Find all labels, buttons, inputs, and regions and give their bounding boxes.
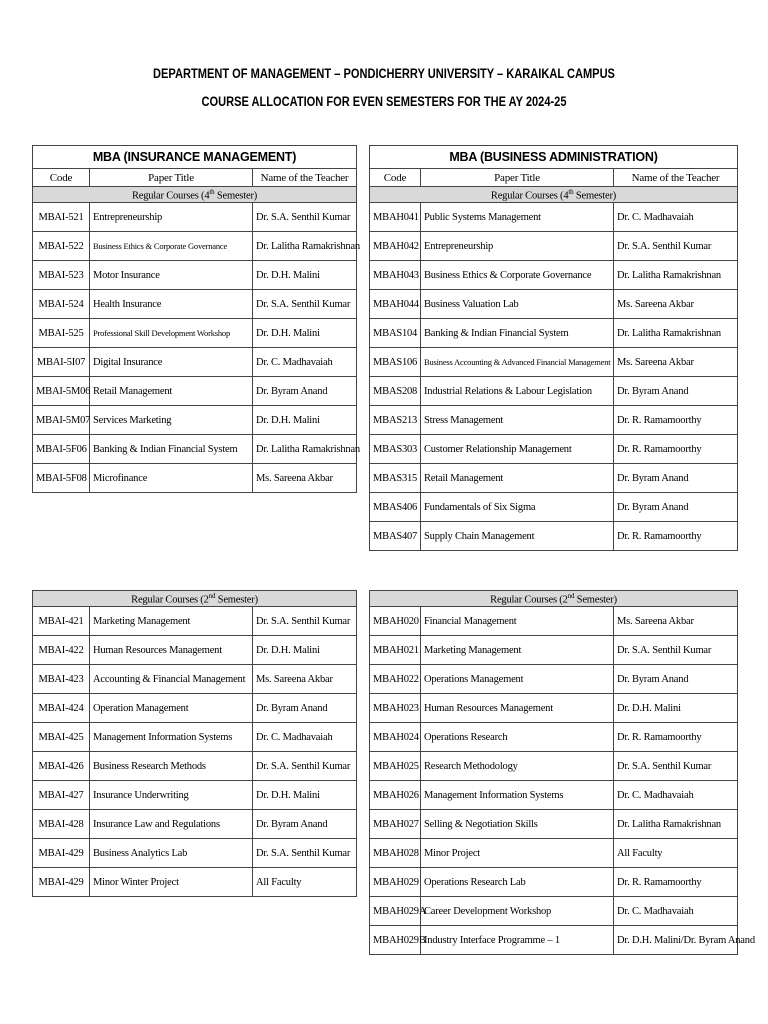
course-code: MBAH029A: [370, 897, 421, 926]
teacher-name: Dr. Lalitha Ramakrishnan: [253, 232, 357, 261]
course-code: MBAI-426: [33, 752, 90, 781]
paper-title: Motor Insurance: [90, 261, 253, 290]
document-subtitle: COURSE ALLOCATION FOR EVEN SEMESTERS FOR THE AY 2024-25: [201, 94, 567, 109]
paper-title: Retail Management: [90, 377, 253, 406]
teacher-name: Dr. D.H. Malini/Dr. Byram Anand: [614, 926, 738, 955]
teacher-name: Ms. Sareena Akbar: [614, 290, 738, 319]
course-code: MBAS315: [370, 464, 421, 493]
table-row: [33, 348, 357, 377]
course-code: MBAI-524: [33, 290, 90, 319]
teacher-name: Dr. Byram Anand: [614, 665, 738, 694]
course-code: MBAH041: [370, 203, 421, 232]
teacher-name: Dr. D.H. Malini: [253, 636, 357, 665]
paper-title: Human Resources Management: [421, 694, 614, 723]
teacher-name: Dr. S.A. Senthil Kumar: [614, 752, 738, 781]
table-row: [370, 636, 738, 665]
table-row: [370, 781, 738, 810]
teacher-name: Dr. S.A. Senthil Kumar: [253, 839, 357, 868]
table-row: [370, 348, 738, 377]
teacher-name: All Faculty: [614, 839, 738, 868]
insurance-sem4-table: [32, 145, 360, 493]
paper-title: Accounting & Financial Management: [90, 665, 253, 694]
paper-title: Operations Research: [421, 723, 614, 752]
table-row: [33, 694, 357, 723]
table-row: [33, 319, 357, 348]
paper-title: Stress Management: [421, 406, 614, 435]
teacher-name: Dr. Byram Anand: [614, 377, 738, 406]
course-code: MBAI-425: [33, 723, 90, 752]
course-code: MBAH044: [370, 290, 421, 319]
course-code: MBAI-5M07: [33, 406, 90, 435]
course-code: MBAH024: [370, 723, 421, 752]
course-code: MBAH042: [370, 232, 421, 261]
paper-title: Research Methodology: [421, 752, 614, 781]
paper-title: Fundamentals of Six Sigma: [421, 493, 614, 522]
teacher-name: Dr. D.H. Malini: [253, 781, 357, 810]
teacher-name: Dr. C. Madhavaiah: [614, 781, 738, 810]
paper-title: Supply Chain Management: [421, 522, 614, 551]
paper-title: Operations Management: [421, 665, 614, 694]
paper-title: Minor Project: [421, 839, 614, 868]
course-code: MBAI-421: [33, 607, 90, 636]
table-row: [370, 665, 738, 694]
column-header-title: Paper Title: [421, 169, 614, 187]
column-header-code: Code: [370, 169, 421, 187]
teacher-name: Dr. Byram Anand: [614, 493, 738, 522]
course-code: MBAI-522: [33, 232, 90, 261]
paper-title: Entrepreneurship: [421, 232, 614, 261]
course-code: MBAH026: [370, 781, 421, 810]
table-row: [370, 522, 738, 551]
table-row: [33, 232, 357, 261]
paper-title: Selling & Negotiation Skills: [421, 810, 614, 839]
course-code: MBAI-424: [33, 694, 90, 723]
teacher-name: Dr. C. Madhavaiah: [614, 203, 738, 232]
course-code: MBAH043: [370, 261, 421, 290]
table-row: [370, 752, 738, 781]
course-code: MBAH027: [370, 810, 421, 839]
teacher-name: Dr. R. Ramamoorthy: [614, 522, 738, 551]
course-code: MBAS407: [370, 522, 421, 551]
paper-title: Business Analytics Lab: [90, 839, 253, 868]
paper-title: Industry Interface Programme – 1: [421, 926, 614, 955]
semester-band-4: Regular Courses (4th Semester): [370, 187, 738, 203]
course-code: MBAI-429: [33, 839, 90, 868]
table-row: [33, 290, 357, 319]
paper-title: Financial Management: [421, 607, 614, 636]
program-title-business: MBA (BUSINESS ADMINISTRATION): [370, 146, 738, 169]
document-title: DEPARTMENT OF MANAGEMENT – PONDICHERRY UNIVERSITY – KARAIKAL CAMPUS: [153, 66, 615, 81]
course-code: MBAH029: [370, 868, 421, 897]
table-row: [33, 723, 357, 752]
teacher-name: Dr. S.A. Senthil Kumar: [253, 752, 357, 781]
table-row: [33, 406, 357, 435]
table-row: [33, 636, 357, 665]
course-code: MBAI-5I07: [33, 348, 90, 377]
teacher-name: Dr. C. Madhavaiah: [253, 723, 357, 752]
paper-title: Entrepreneurship: [90, 203, 253, 232]
table-row: [370, 406, 738, 435]
teacher-name: Dr. D.H. Malini: [253, 319, 357, 348]
column-header-teacher: Name of the Teacher: [253, 169, 357, 187]
semester-band-2: Regular Courses (2nd Semester): [370, 591, 738, 607]
teacher-name: Dr. Byram Anand: [614, 464, 738, 493]
teacher-name: Dr. Byram Anand: [253, 694, 357, 723]
table-row: [33, 781, 357, 810]
course-code: MBAH025: [370, 752, 421, 781]
teacher-name: Ms. Sareena Akbar: [614, 607, 738, 636]
column-header-code: Code: [33, 169, 90, 187]
course-code: MBAI-525: [33, 319, 90, 348]
teacher-name: Dr. D.H. Malini: [614, 694, 738, 723]
table-row: [370, 868, 738, 897]
teacher-name: Dr. Byram Anand: [253, 377, 357, 406]
course-code: MBAH029B: [370, 926, 421, 955]
paper-title: Banking & Indian Financial System: [421, 319, 614, 348]
teacher-name: Dr. R. Ramamoorthy: [614, 723, 738, 752]
paper-title: Business Valuation Lab: [421, 290, 614, 319]
paper-title: Microfinance: [90, 464, 253, 493]
course-code: MBAH028: [370, 839, 421, 868]
table-row: [33, 377, 357, 406]
paper-title: Career Development Workshop: [421, 897, 614, 926]
table-row: [33, 261, 357, 290]
table-row: [370, 694, 738, 723]
table-row: [370, 897, 738, 926]
paper-title: Business Accounting & Advanced Financial Management: [421, 348, 614, 377]
column-header-teacher: Name of the Teacher: [614, 169, 738, 187]
table-row: [370, 232, 738, 261]
table-row: [33, 839, 357, 868]
teacher-name: Dr. S.A. Senthil Kumar: [614, 232, 738, 261]
table-row: [33, 203, 357, 232]
table-row: [33, 435, 357, 464]
table-row: [33, 752, 357, 781]
course-code: MBAS104: [370, 319, 421, 348]
course-code: MBAS106: [370, 348, 421, 377]
table-row: [370, 607, 738, 636]
teacher-name: Dr. R. Ramamoorthy: [614, 406, 738, 435]
course-code: MBAS208: [370, 377, 421, 406]
paper-title: Minor Winter Project: [90, 868, 253, 897]
table-row: [33, 464, 357, 493]
paper-title: Public Systems Management: [421, 203, 614, 232]
table-row: [370, 839, 738, 868]
course-code: MBAH021: [370, 636, 421, 665]
teacher-name: Ms. Sareena Akbar: [614, 348, 738, 377]
teacher-name: All Faculty: [253, 868, 357, 897]
column-header-title: Paper Title: [90, 169, 253, 187]
table-row: [370, 723, 738, 752]
teacher-name: Dr. S.A. Senthil Kumar: [614, 636, 738, 665]
teacher-name: Dr. S.A. Senthil Kumar: [253, 607, 357, 636]
teacher-name: Dr. S.A. Senthil Kumar: [253, 290, 357, 319]
table-row: [370, 926, 738, 955]
teacher-name: Dr. D.H. Malini: [253, 406, 357, 435]
paper-title: Banking & Indian Financial System: [90, 435, 253, 464]
paper-title: Management Information Systems: [90, 723, 253, 752]
table-row: [370, 203, 738, 232]
course-code: MBAI-427: [33, 781, 90, 810]
paper-title: Human Resources Management: [90, 636, 253, 665]
teacher-name: Dr. C. Madhavaiah: [253, 348, 357, 377]
insurance-sem2-table: [32, 590, 357, 897]
table-row: [370, 290, 738, 319]
program-title-insurance: MBA (INSURANCE MANAGEMENT): [33, 146, 357, 169]
course-code: MBAI-5F08: [33, 464, 90, 493]
paper-title: Health Insurance: [90, 290, 253, 319]
paper-title: Customer Relationship Management: [421, 435, 614, 464]
table-row: [370, 493, 738, 522]
business-sem2-table: [369, 590, 755, 955]
teacher-name: Dr. Lalitha Ramakrishnan: [253, 435, 357, 464]
teacher-name: Dr. D.H. Malini: [253, 261, 357, 290]
table-row: [370, 464, 738, 493]
course-code: MBAS213: [370, 406, 421, 435]
semester-band-2: Regular Courses (2nd Semester): [33, 591, 357, 607]
teacher-name: Dr. Lalitha Ramakrishnan: [614, 261, 738, 290]
paper-title: Marketing Management: [90, 607, 253, 636]
table-row: [370, 319, 738, 348]
course-code: MBAS303: [370, 435, 421, 464]
table-row: [33, 665, 357, 694]
teacher-name: Dr. Byram Anand: [253, 810, 357, 839]
teacher-name: Dr. R. Ramamoorthy: [614, 435, 738, 464]
paper-title: Marketing Management: [421, 636, 614, 665]
course-code: MBAH022: [370, 665, 421, 694]
course-code: MBAI-429: [33, 868, 90, 897]
paper-title: Retail Management: [421, 464, 614, 493]
course-code: MBAI-428: [33, 810, 90, 839]
course-code: MBAH023: [370, 694, 421, 723]
paper-title: Industrial Relations & Labour Legislation: [421, 377, 614, 406]
paper-title: Business Ethics & Corporate Governance: [421, 261, 614, 290]
paper-title: Professional Skill Development Workshop: [90, 319, 253, 348]
table-row: [370, 261, 738, 290]
paper-title: Insurance Underwriting: [90, 781, 253, 810]
table-row: [33, 868, 357, 897]
course-code: MBAI-422: [33, 636, 90, 665]
paper-title: Business Research Methods: [90, 752, 253, 781]
table-row: [33, 607, 357, 636]
table-row: [33, 810, 357, 839]
teacher-name: Dr. Lalitha Ramakrishnan: [614, 810, 738, 839]
course-code: MBAS406: [370, 493, 421, 522]
paper-title: Insurance Law and Regulations: [90, 810, 253, 839]
course-code: MBAI-521: [33, 203, 90, 232]
paper-title: Operations Research Lab: [421, 868, 614, 897]
table-row: [370, 810, 738, 839]
table-row: [370, 435, 738, 464]
business-sem4-table: [369, 145, 738, 551]
course-code: MBAI-523: [33, 261, 90, 290]
table-row: [370, 377, 738, 406]
teacher-name: Dr. Lalitha Ramakrishnan: [614, 319, 738, 348]
teacher-name: Ms. Sareena Akbar: [253, 665, 357, 694]
paper-title: Management Information Systems: [421, 781, 614, 810]
teacher-name: Dr. S.A. Senthil Kumar: [253, 203, 357, 232]
paper-title: Business Ethics & Corporate Governance: [90, 232, 253, 261]
course-code: MBAI-5M06: [33, 377, 90, 406]
course-code: MBAH020: [370, 607, 421, 636]
course-code: MBAI-5F06: [33, 435, 90, 464]
semester-band-4: Regular Courses (4th Semester): [33, 187, 357, 203]
teacher-name: Dr. C. Madhavaiah: [614, 897, 738, 926]
teacher-name: Dr. R. Ramamoorthy: [614, 868, 738, 897]
teacher-name: Ms. Sareena Akbar: [253, 464, 357, 493]
course-code: MBAI-423: [33, 665, 90, 694]
paper-title: Digital Insurance: [90, 348, 253, 377]
paper-title: Services Marketing: [90, 406, 253, 435]
paper-title: Operation Management: [90, 694, 253, 723]
